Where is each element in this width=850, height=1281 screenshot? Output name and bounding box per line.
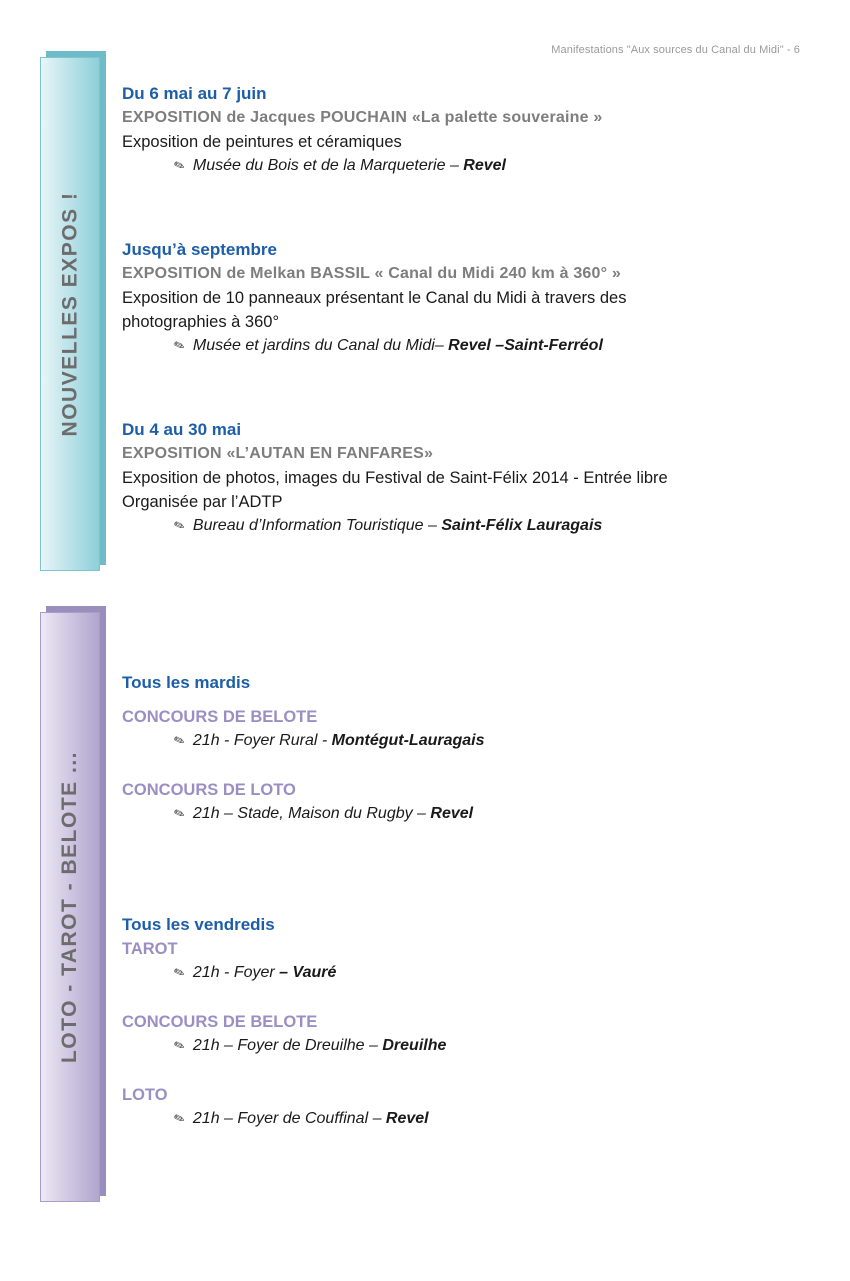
location-town: Dreuilhe <box>382 1037 447 1054</box>
location-town: Revel <box>463 157 506 174</box>
location-place: Musée du Bois et de la Marqueterie – <box>192 157 464 174</box>
location-town: – Vauré <box>279 964 337 981</box>
section-tab-expos <box>40 57 100 571</box>
location-hand-icon: ✎ <box>171 731 187 750</box>
weekday-heading: Tous les mardis <box>122 673 251 692</box>
expo-date: Du 6 mai au 7 juin <box>122 84 267 103</box>
expo-location <box>122 514 810 538</box>
expo-item <box>122 82 810 178</box>
expo-description: Organisée par l’ADTP <box>122 493 283 511</box>
location-place: 21h – Foyer de Dreuilhe – <box>192 1037 383 1054</box>
event-category: LOTO <box>122 1086 168 1104</box>
event-location <box>122 1107 810 1131</box>
location-place: 21h - Foyer <box>192 964 280 981</box>
expo-description: Exposition de 10 panneaux présentant le Canal du Midi à travers des <box>122 289 627 307</box>
location-hand-icon: ✎ <box>171 963 187 982</box>
location-hand-icon: ✎ <box>171 1036 187 1055</box>
expo-location <box>122 154 810 178</box>
expo-title: EXPOSITION «L’AUTAN EN FANFARES» <box>122 445 434 462</box>
section-tab-label: NOUVELLES EXPOS ! <box>58 191 81 437</box>
weekly-group-vendredis <box>122 913 810 1131</box>
expo-description: Exposition de photos, images du Festival de Saint-Félix 2014 - Entrée libre <box>122 469 668 487</box>
location-town: Revel <box>430 805 474 822</box>
location-place: 21h – Stade, Maison du Rugby – <box>192 805 431 822</box>
location-hand-icon: ✎ <box>171 336 187 355</box>
section-tab-label: LOTO - TAROT - BELOTE ... <box>58 750 82 1064</box>
expo-item <box>122 238 810 358</box>
location-hand-icon: ✎ <box>171 1109 187 1128</box>
expo-title: EXPOSITION de Jacques POUCHAIN «La palette souveraine » <box>122 109 603 126</box>
event-location <box>122 1034 810 1058</box>
weekly-group-mardis <box>122 671 810 826</box>
location-place: 21h – Foyer de Couffinal – <box>192 1110 386 1127</box>
location-place: Musée et jardins du Canal du Midi– <box>192 337 449 354</box>
expo-date: Du 4 au 30 mai <box>122 420 242 439</box>
expo-item <box>122 418 810 538</box>
section-tab-loto <box>40 612 100 1202</box>
location-hand-icon: ✎ <box>171 804 187 823</box>
expo-description: photographies à 360° <box>122 313 280 331</box>
location-town: Revel <box>385 1110 429 1127</box>
event-category: CONCOURS DE BELOTE <box>122 1013 318 1031</box>
event-category: CONCOURS DE BELOTE <box>122 708 318 726</box>
expo-description: Exposition de peintures et céramiques <box>122 133 402 151</box>
location-place: Bureau d’Information Touristique – <box>192 517 442 534</box>
event-location <box>122 729 810 753</box>
expo-date: Jusqu’à septembre <box>122 240 277 259</box>
location-town: Revel –Saint-Ferréol <box>448 337 603 354</box>
event-location <box>122 802 810 826</box>
expo-title: EXPOSITION de Melkan BASSIL « Canal du Midi 240 km à 360° » <box>122 265 621 282</box>
event-category: TAROT <box>122 940 178 958</box>
location-town: Montégut-Lauragais <box>331 732 485 749</box>
event-category: CONCOURS DE LOTO <box>122 781 296 799</box>
weekday-heading: Tous les vendredis <box>122 915 275 934</box>
location-place: 21h - Foyer Rural - <box>192 732 332 749</box>
page-header: Manifestations "Aux sources du Canal du Midi" - 6 <box>551 44 800 56</box>
location-hand-icon: ✎ <box>171 516 187 535</box>
location-hand-icon: ✎ <box>171 156 187 175</box>
event-location <box>122 961 810 985</box>
expo-location <box>122 334 810 358</box>
location-town: Saint-Félix Lauragais <box>441 517 603 534</box>
